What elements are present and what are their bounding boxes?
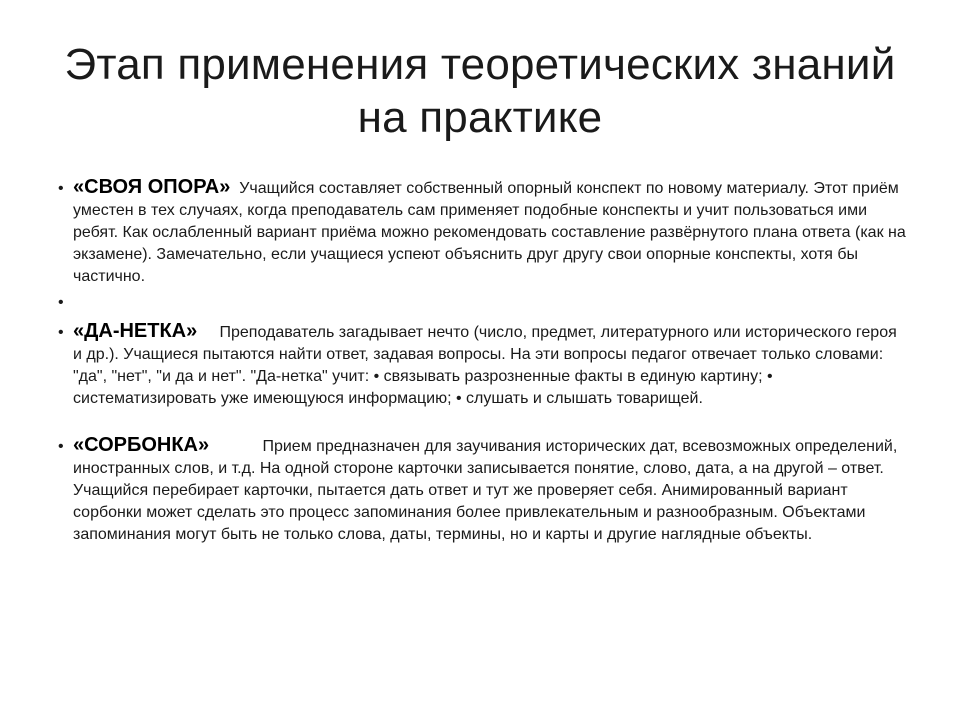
title-line-1: Этап применения теоретических знаний: [64, 40, 896, 89]
item-term: «СОРБОНКА»: [73, 434, 210, 456]
bullet-list: [58, 174, 908, 546]
title-line-2: на практике: [357, 93, 603, 142]
item-spacer: [209, 438, 262, 455]
list-item-svoya-opora: [58, 174, 908, 288]
bullet-icon: •: [58, 438, 64, 455]
list-item-da-netka: [58, 318, 908, 410]
item-spacer: [197, 324, 219, 341]
bullet-icon: •: [58, 294, 64, 311]
bullet-icon: •: [58, 180, 64, 197]
item-description: Преподаватель загадывает нечто (число, предмет, литературного или исторического героя и др.). Учащиеся пытаются найти ответ, задавая вопросы. На эти вопросы педагог отвечает только словами: "да", "нет", "и да и нет". "Да-нетка" учит: • связывать разрозненные факты в единую картину; • систематизировать уже имеющуюся информацию; • слушать и слышать товарищей.: [73, 324, 897, 407]
list-item-empty: [58, 288, 908, 318]
list-item-sorbonka: [58, 432, 908, 546]
item-description: Прием предназначен для заучивания исторических дат, всевозможных определений, иностранных слов, и т.д. На одной стороне карточки записывается понятие, слово, дата, а на другой – ответ. Учащийся перебирает карточки, пытается дать ответ и тут же проверяет себя. Анимированный вариант сорбонки может сделать это процесс запоминания более привлекательным и разнообразным. Объектами запоминания могут быть не только слова, даты, термины, но и карты и другие наглядные объекты.: [73, 438, 898, 543]
bullet-icon: •: [58, 324, 64, 341]
slide-title: [48, 38, 912, 144]
item-spacer: [230, 180, 239, 197]
item-description: Учащийся составляет собственный опорный конспект по новому материалу. Этот приём уместен в тех случаях, когда преподаватель сам применяет подобные конспекты и учит пользоваться ими ребят. Как ослабленный вариант приёма можно рекомендовать составление развёрнутого плана ответа (как на экзамене). Замечательно, если учащиеся успеют объяснить друг другу свои опорные конспекты, хотя бы частично.: [73, 180, 906, 285]
item-term: «СВОЯ ОПОРА»: [73, 176, 231, 198]
spacer: [58, 410, 908, 432]
item-term: «ДА-НЕТКА»: [73, 320, 198, 342]
